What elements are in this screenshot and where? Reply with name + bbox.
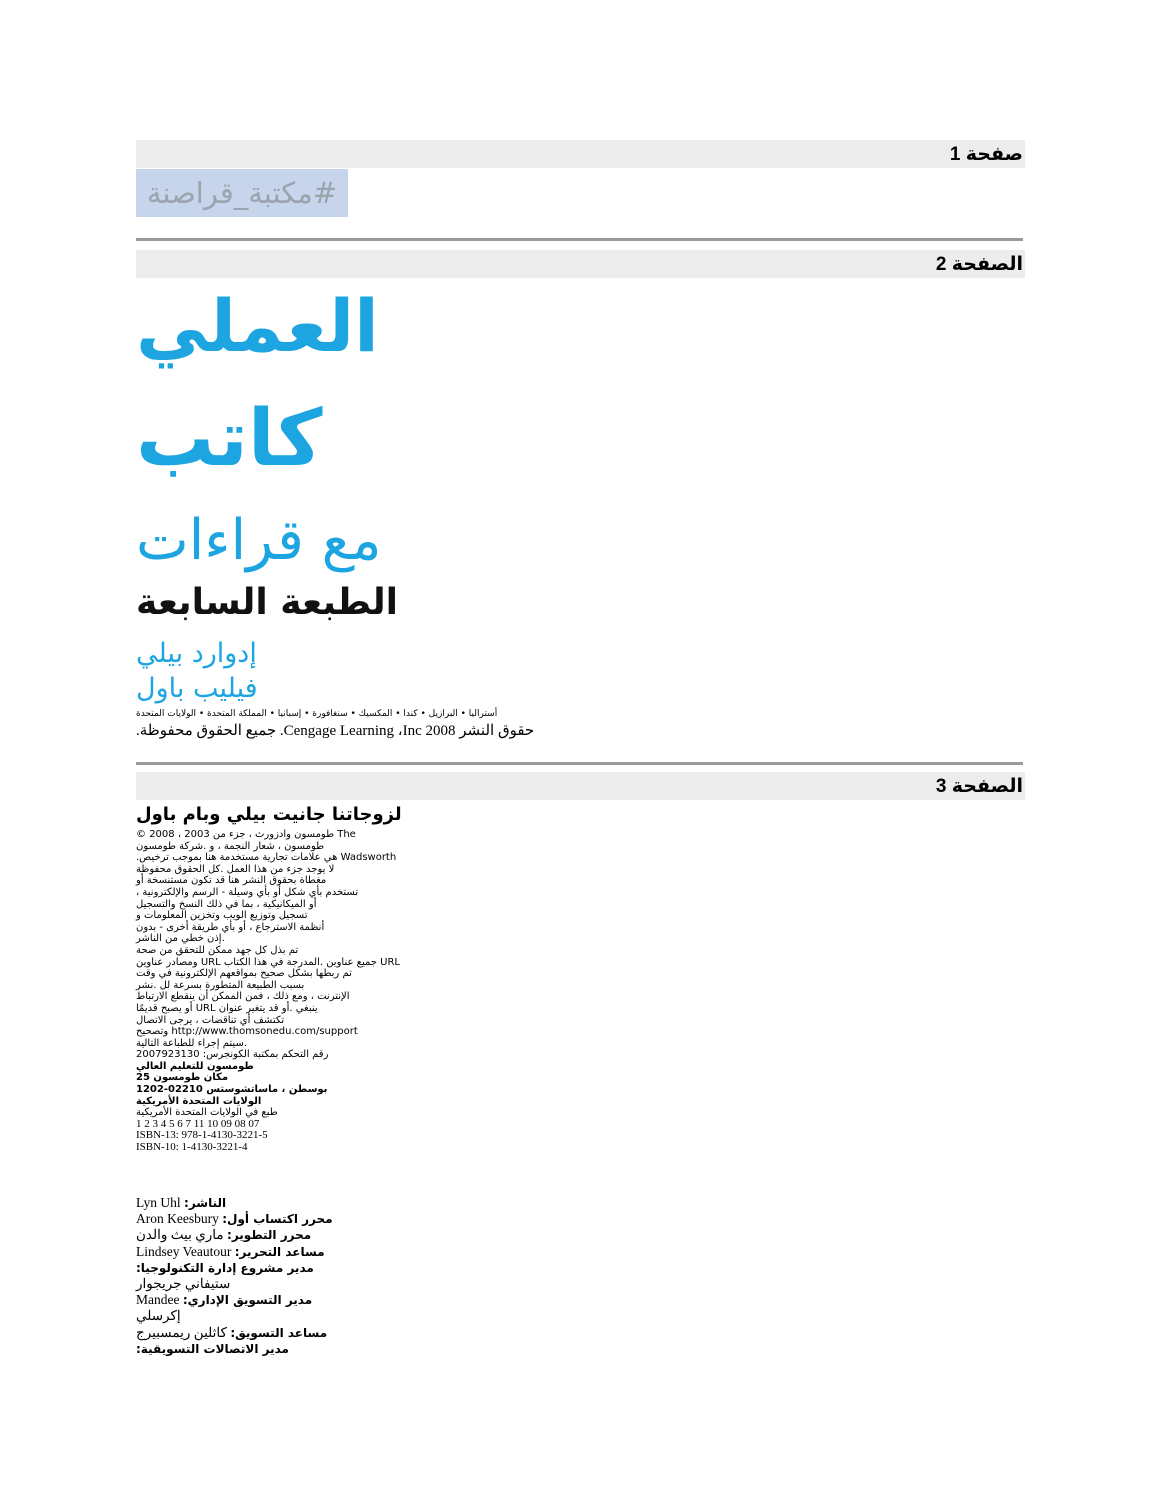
address-line: بوسطن ، ماساتشوستس 02210-1202 (136, 1084, 328, 1096)
page-1-header (136, 140, 1025, 168)
credit-row (136, 1325, 556, 1341)
copyright-text-line: تم بذل كل جهد ممكن للتحقق من صحة (136, 944, 299, 956)
print-run-numbers: 1 2 3 4 5 6 7 11 10 09 08 07 (136, 1117, 260, 1130)
loc-number: رقم التحكم بمكتبة الكونجرس: 2007923130 (136, 1049, 329, 1061)
credit-name: Lindsey Veautour (136, 1243, 232, 1259)
copyright-text-line: تم ربطها بشكل صحيح بمواقعهم الإلكترونية في وقت (136, 968, 352, 980)
credit-row (136, 1211, 556, 1227)
countries-list: أستراليا • البرازيل • كندا • المكسيك • سنغافورة • إسبانيا • المملكة المتحدة • الولايات المتحدة (136, 709, 498, 719)
copyright-text-line: مغطاة بحقوق النشر هنا قد تكون مستنسخة أو (136, 875, 327, 887)
credit-name: كاثلين ريمسبيرج (136, 1324, 227, 1340)
copyright-text-line: Wadsworth هي علامات تجارية مستخدمة هنا بموجب ترخيص. (136, 852, 397, 864)
copyright-text-line: أو الميكانيكية ، بما في ذلك النسخ والتسجيل (136, 898, 317, 910)
page-3-label: الصفحة 3 (935, 776, 1023, 797)
credit-name: ماري بيث والدن (136, 1227, 224, 1243)
isbn-10: ISBN-10: 1-4130-3221-4 (136, 1141, 248, 1154)
credits-list (136, 1195, 556, 1357)
copyright-text-line: .سيتم إجراء للطباعة التالية (136, 1037, 248, 1049)
credit-row (136, 1227, 556, 1243)
copyright-text-line: .إذن خطي من الناشر (136, 933, 225, 945)
credit-name: Lyn Uhl (136, 1195, 181, 1210)
address-line: الولايات المتحدة الأمريكية (136, 1095, 262, 1107)
book-title-line-1: العملي (136, 284, 379, 368)
credit-role: مساعد التحرير: (234, 1244, 325, 1259)
copyright-text-line: تكتشف أي تناقضات ، يرجى الاتصال (136, 1014, 285, 1026)
copyright-text-line: لا يوجد جزء من هذا العمل .كل الحقوق محفوظة (136, 863, 335, 875)
copyright-text-line: The طومسون وادزورث ، جزء من 2003 ، 2008 © (136, 829, 356, 840)
author-2: فيليب باول (136, 673, 258, 704)
credit-row (136, 1292, 556, 1308)
page-1-label: صفحة 1 (949, 144, 1023, 165)
address-line: مكان طومسون 25 (136, 1072, 229, 1084)
copyright-text-line: ينبغي .أو قد يتغير عنوان URL أو يصبح قديمًا (136, 1002, 318, 1014)
hashtag-tag[interactable]: #مكتبة_قراصنة (136, 169, 348, 217)
credit-row (136, 1195, 556, 1211)
credit-row (136, 1308, 556, 1324)
copyright-text-line: URL جميع عناوين .المدرجة في هذا الكتاب URL ومصادر عناوين (136, 956, 400, 968)
support-url-line[interactable]: http://www.thomsonedu.com/support وتصحيح (136, 1026, 358, 1038)
copyright-text-line: طومسون ، شعار النجمة ، و .شركة طومسون (136, 840, 325, 852)
page-separator (136, 762, 1023, 765)
dedication: لزوجاتنا جانيت بيلي وبام باول (136, 804, 402, 825)
page-2-label: الصفحة 2 (935, 254, 1023, 275)
credit-row (136, 1341, 556, 1357)
credit-row (136, 1260, 556, 1276)
copyright-text-line: بسبب الطبيعة المتطورة بسرعة لل .نشر (136, 979, 305, 991)
copyright-text-line: أنظمة الاسترجاع ، أو بأي طريقة أخرى - بدون (136, 921, 325, 933)
credit-role: مدير التسويق الإداري: (182, 1293, 313, 1308)
credit-role: محرر التطوير: (227, 1228, 312, 1243)
credit-role: مدير الاتصالات التسويقية: (136, 1341, 289, 1356)
credit-name: Aron Keesbury (136, 1211, 219, 1227)
credit-row (136, 1276, 556, 1292)
credit-role: محرر اكتساب أول: (222, 1212, 333, 1227)
copyright-text-line: تسجيل وتوزيع الويب وتخزين المعلومات و (136, 910, 308, 922)
page-3-header (136, 772, 1025, 800)
page-separator (136, 238, 1023, 241)
credit-name: Mandee (136, 1292, 180, 1308)
printed-in: طبع في الولايات المتحدة الأمريكية (136, 1107, 278, 1119)
copyright-block (136, 829, 556, 1154)
copyright-line: حقوق النشر 2008 Cengage Learning ،Inc. جميع الحقوق محفوظة. (136, 723, 535, 739)
credit-row (136, 1244, 556, 1260)
book-title-line-3: مع قراءات (136, 508, 382, 573)
book-title-line-2: كاتب (136, 394, 323, 484)
publisher-name: طومسون للتعليم العالي (136, 1060, 254, 1072)
credit-role: الناشر: (184, 1196, 227, 1210)
isbn-13: ISBN-13: 978-1-4130-3221-5 (136, 1129, 268, 1142)
credit-role: مساعد التسويق: (230, 1325, 328, 1340)
page-2-header (136, 250, 1025, 278)
edition-label: الطبعة السابعة (136, 582, 398, 623)
copyright-text-line: الإنترنت ، ومع ذلك ، فمن الممكن أن ينقطع الارتباط (136, 991, 350, 1003)
credit-role: مدير مشروع إدارة التكنولوجيا: (136, 1260, 314, 1275)
author-1: إدوارد بيلي (136, 638, 257, 669)
credit-name: إكرسلي (136, 1308, 181, 1324)
copyright-text-line: تستخدم بأي شكل أو بأي وسيلة - الرسم والإلكترونية ، (136, 886, 359, 898)
credit-name: ستيفاني جريجوار (136, 1275, 231, 1291)
